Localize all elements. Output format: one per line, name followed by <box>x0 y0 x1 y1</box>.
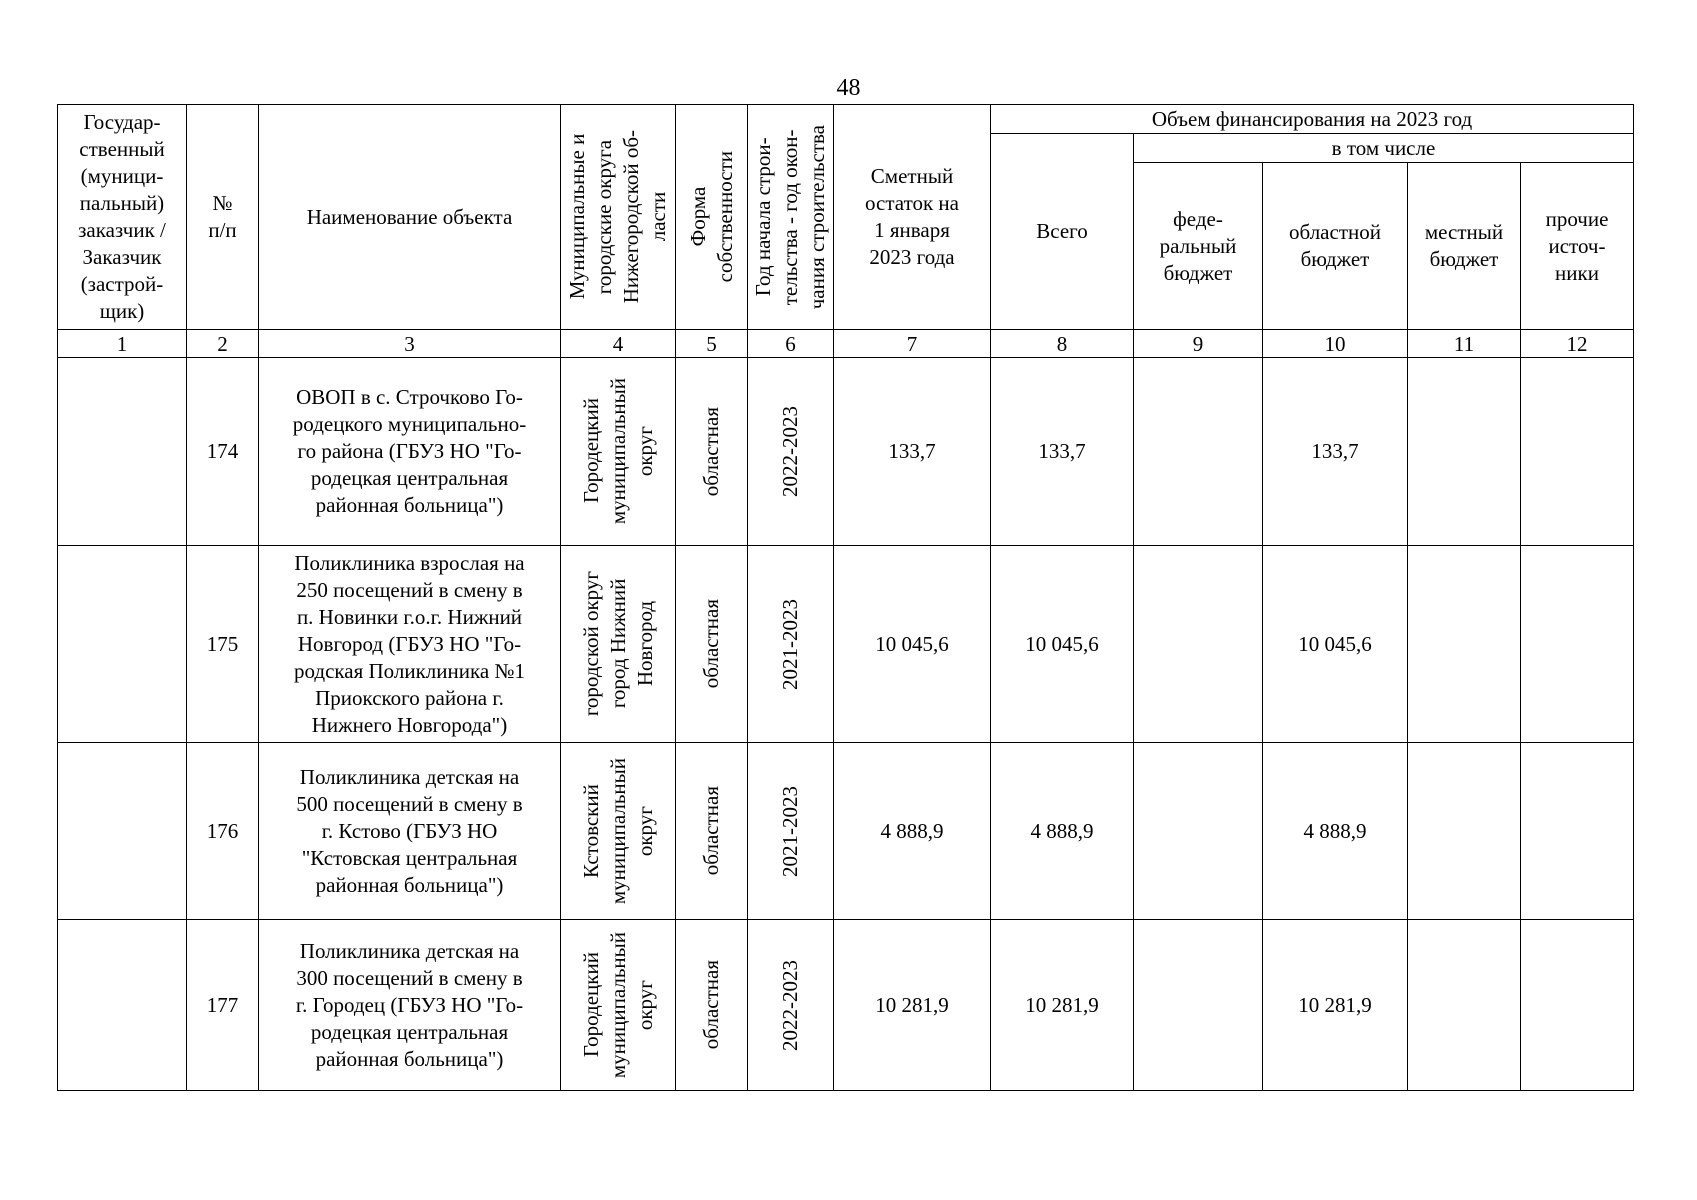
table-row <box>58 743 1634 920</box>
cell-years <box>748 743 834 920</box>
column-number: 1 <box>58 330 187 358</box>
cell-other <box>1521 920 1634 1091</box>
cell-local <box>1408 546 1521 743</box>
header-remainder: Сметный остаток на 1 января 2023 года <box>834 105 991 330</box>
cell-regional: 10 281,9 <box>1263 920 1408 1091</box>
header-federal: феде- ральный бюджет <box>1134 163 1263 330</box>
cell-years-text: 2022-2023 <box>778 959 802 1051</box>
cell-years <box>748 358 834 546</box>
cell-ownership <box>676 743 748 920</box>
column-number: 11 <box>1408 330 1521 358</box>
cell-customer <box>58 546 187 743</box>
cell-number: 174 <box>187 358 259 546</box>
header-ownership <box>676 105 748 330</box>
cell-other <box>1521 546 1634 743</box>
header-object-name: Наименование объекта <box>259 105 561 330</box>
cell-municipality-text: Городецкий муниципальный округ <box>578 378 657 525</box>
cell-federal <box>1134 743 1263 920</box>
table-row <box>58 920 1634 1091</box>
cell-municipality <box>561 358 676 546</box>
cell-total: 10 281,9 <box>991 920 1134 1091</box>
financing-table <box>57 104 1634 1091</box>
header-including: в том числе <box>1134 134 1634 163</box>
table-row <box>58 546 1634 743</box>
column-number: 9 <box>1134 330 1263 358</box>
column-number: 2 <box>187 330 259 358</box>
cell-years <box>748 920 834 1091</box>
column-numbers-row <box>58 330 1634 358</box>
cell-object-name: ОВОП в с. Строчково Го- родецкого муниципально- го района (ГБУЗ НО "Го- родецкая центральная районная больница") <box>259 358 561 546</box>
cell-federal <box>1134 920 1263 1091</box>
cell-total: 10 045,6 <box>991 546 1134 743</box>
cell-ownership <box>676 546 748 743</box>
cell-local <box>1408 743 1521 920</box>
cell-years-text: 2021-2023 <box>778 785 802 877</box>
column-number: 12 <box>1521 330 1634 358</box>
table-row <box>58 358 1634 546</box>
header-regional: областной бюджет <box>1263 163 1408 330</box>
cell-municipality <box>561 920 676 1091</box>
cell-number: 175 <box>187 546 259 743</box>
cell-municipality <box>561 743 676 920</box>
cell-ownership-text: областная <box>699 786 723 876</box>
cell-remainder: 10 281,9 <box>834 920 991 1091</box>
header-funding-group: Объем финансирования на 2023 год <box>991 105 1634 134</box>
column-number: 3 <box>259 330 561 358</box>
cell-customer <box>58 743 187 920</box>
cell-municipality <box>561 546 676 743</box>
cell-municipality-text: Городецкий муниципальный округ <box>578 931 657 1079</box>
column-number: 8 <box>991 330 1134 358</box>
cell-total: 4 888,9 <box>991 743 1134 920</box>
cell-years <box>748 546 834 743</box>
cell-ownership-text: областная <box>699 406 723 497</box>
cell-other <box>1521 358 1634 546</box>
cell-object-name: Поликлиника детская на 500 посещений в смену в г. Кстово (ГБУЗ НО "Кстовская центральная районная больница") <box>259 743 561 920</box>
header-other: прочие источ- ники <box>1521 163 1634 330</box>
cell-regional: 133,7 <box>1263 358 1408 546</box>
header-total: Всего <box>991 134 1134 330</box>
header-years-text: Год начала строи- тельства - год окон- чания строительства <box>751 124 829 310</box>
cell-other <box>1521 743 1634 920</box>
cell-ownership <box>676 920 748 1091</box>
cell-total: 133,7 <box>991 358 1134 546</box>
cell-customer <box>58 358 187 546</box>
cell-remainder: 10 045,6 <box>834 546 991 743</box>
page-number: 48 <box>836 75 861 101</box>
cell-federal <box>1134 546 1263 743</box>
column-number: 10 <box>1263 330 1408 358</box>
header-ownership-text: Форма собственности <box>685 151 737 283</box>
cell-remainder: 133,7 <box>834 358 991 546</box>
cell-number: 177 <box>187 920 259 1091</box>
cell-municipality-text: городской округ город Нижний Новгород <box>578 571 657 717</box>
cell-customer <box>58 920 187 1091</box>
column-number: 5 <box>676 330 748 358</box>
column-number: 4 <box>561 330 676 358</box>
header-years <box>748 105 834 330</box>
cell-local <box>1408 920 1521 1091</box>
cell-years-text: 2021-2023 <box>778 598 802 690</box>
cell-object-name: Поликлиника детская на 300 посещений в смену в г. Городец (ГБУЗ НО "Го- родецкая центральная районная больница") <box>259 920 561 1091</box>
header-number: № п/п <box>187 105 259 330</box>
header-customer: Государ- ственный (муници- пальный) заказчик / Заказчик (застрой- щик) <box>58 105 187 330</box>
cell-federal <box>1134 358 1263 546</box>
cell-regional: 10 045,6 <box>1263 546 1408 743</box>
cell-ownership-text: областная <box>699 960 723 1050</box>
header-local: местный бюджет <box>1408 163 1521 330</box>
column-number: 6 <box>748 330 834 358</box>
cell-local <box>1408 358 1521 546</box>
cell-regional: 4 888,9 <box>1263 743 1408 920</box>
column-number: 7 <box>834 330 991 358</box>
cell-years-text: 2022-2023 <box>778 406 802 497</box>
cell-remainder: 4 888,9 <box>834 743 991 920</box>
header-municipality-text: Муниципальные и городские округа Нижегородской об- ласти <box>565 130 670 304</box>
header-municipality <box>561 105 676 330</box>
cell-municipality-text: Кстовский муниципальный округ <box>578 757 657 905</box>
cell-ownership-text: областная <box>699 599 723 689</box>
cell-number: 176 <box>187 743 259 920</box>
cell-ownership <box>676 358 748 546</box>
cell-object-name: Поликлиника взрослая на 250 посещений в смену в п. Новинки г.о.г. Нижний Новгород (ГБУЗ НО "Го- родская Поликлиника №1 Приокского района г. Нижнего Новгорода") <box>259 546 561 743</box>
